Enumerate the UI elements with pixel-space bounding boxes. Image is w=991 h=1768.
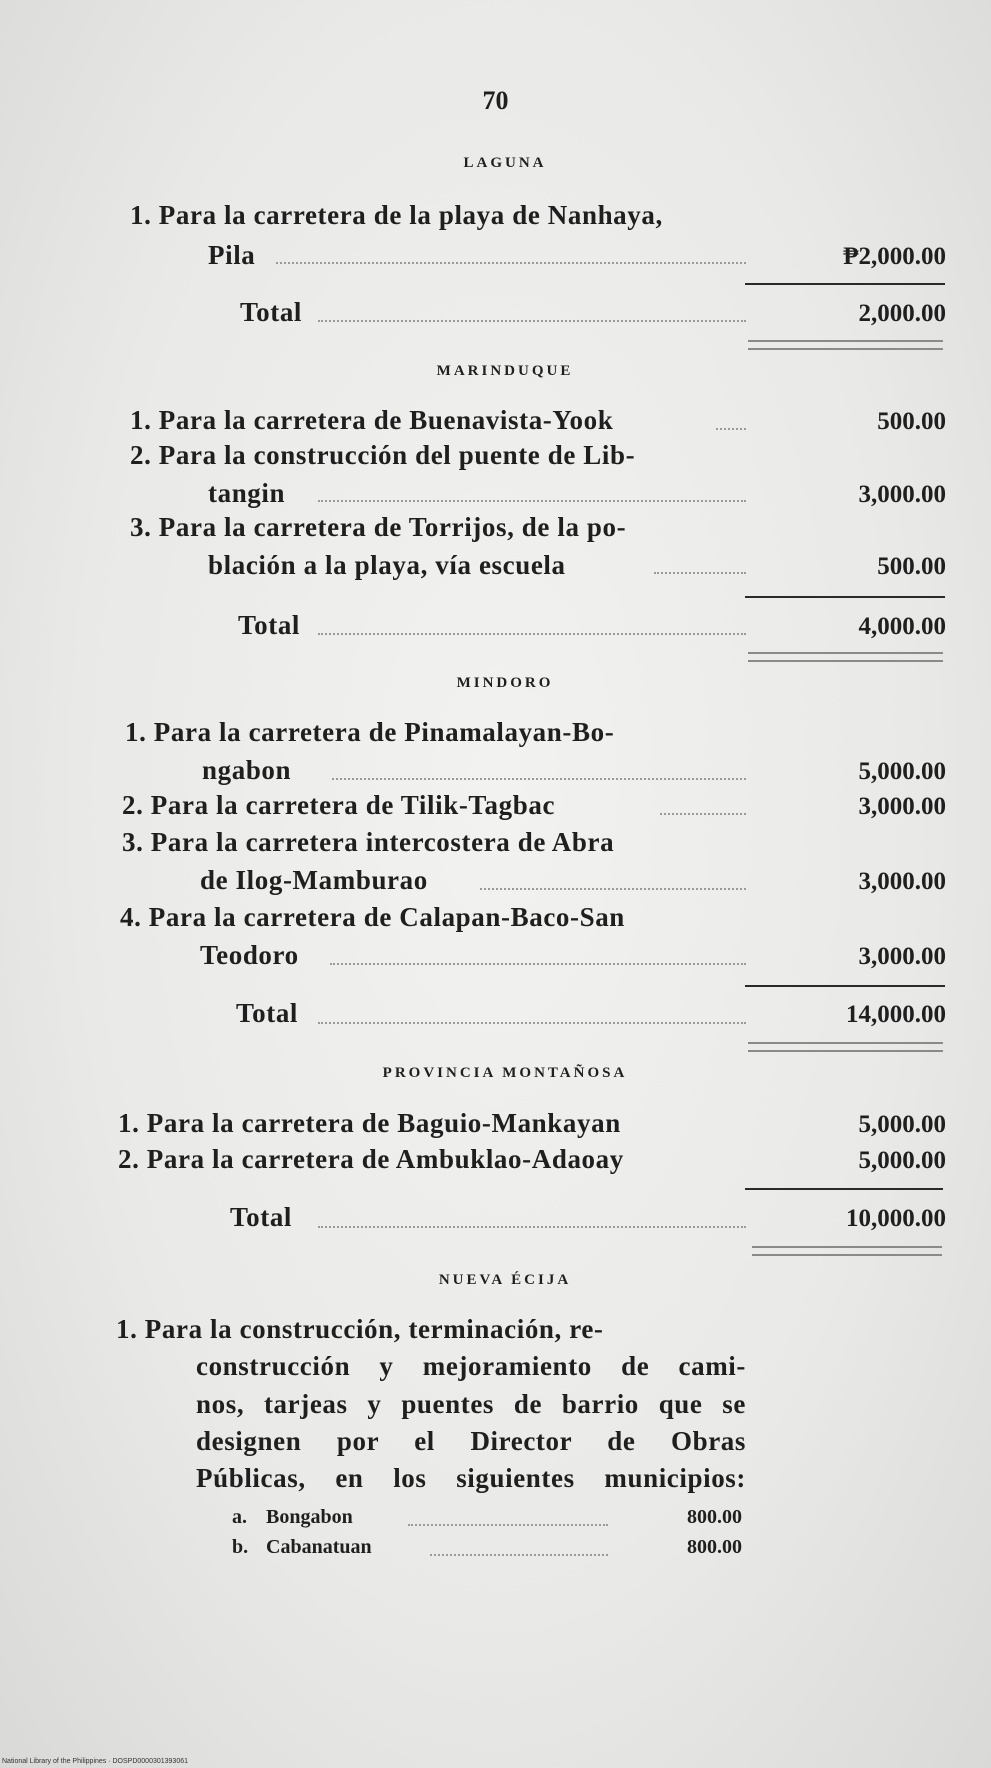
mindoro-item-1-line2: ngabon — [202, 755, 292, 785]
double-rule — [748, 652, 943, 662]
sum-rule — [745, 1188, 943, 1190]
double-rule — [748, 1042, 943, 1052]
marinduque-item-3-amount: 500.00 — [877, 553, 946, 580]
mindoro-item-3-line1: 3. Para la carretera intercostera de Abra — [122, 827, 615, 857]
marinduque-item-1-amount: 500.00 — [877, 408, 946, 435]
laguna-item-1-line1: 1. Para la carretera de la playa de Nanhaya, — [130, 200, 663, 230]
nueva-ecija-item-1-line2: construcción y mejoramiento de cami- — [196, 1351, 746, 1381]
marinduque-item-2-line1: 2. Para la construcción del puente de Lib- — [130, 440, 636, 470]
leader-dots — [318, 500, 746, 502]
mindoro-item-4-amount: 3,000.00 — [858, 943, 946, 970]
leader-dots — [318, 1022, 746, 1024]
laguna-item-1-amount: ₱2,000.00 — [843, 243, 946, 270]
marinduque-item-2-amount: 3,000.00 — [858, 481, 946, 508]
marinduque-item-3-line2: blación a la playa, vía escuela — [208, 550, 566, 580]
sum-rule — [745, 283, 945, 285]
mindoro-total-label: Total — [236, 998, 299, 1028]
leader-dots — [318, 320, 746, 322]
leader-dots — [318, 1226, 746, 1228]
subitem-letter: a. — [232, 1506, 247, 1528]
leader-dots — [716, 428, 746, 430]
montanosa-total-label: Total — [230, 1202, 293, 1232]
section-heading-mindoro: MINDORO — [456, 675, 554, 691]
mindoro-item-2-amount: 3,000.00 — [858, 793, 946, 820]
marinduque-item-2-line2: tangin — [208, 478, 286, 508]
leader-dots — [654, 572, 746, 574]
nueva-ecija-item-1-line5: Públicas, en los siguientes municipios: — [196, 1463, 746, 1493]
section-heading-montanosa: PROVINCIA MONTAÑOSA — [382, 1065, 628, 1081]
leader-dots — [276, 262, 746, 264]
section-heading-nueva-ecija: NUEVA ÉCIJA — [438, 1272, 572, 1288]
subitem-name: Bongabon — [266, 1506, 353, 1528]
nueva-ecija-item-1-line4: designen por el Director de Obras — [196, 1426, 746, 1456]
nueva-ecija-item-1-line3: nos, tarjeas y puentes de barrio que se — [196, 1389, 746, 1419]
montanosa-item-2-amount: 5,000.00 — [858, 1147, 946, 1174]
marinduque-item-3-line1: 3. Para la carretera de Torrijos, de la po- — [130, 512, 627, 542]
double-rule — [752, 1246, 942, 1256]
leader-dots — [408, 1524, 608, 1526]
double-rule — [748, 340, 943, 350]
mindoro-item-2-line1: 2. Para la carretera de Tilik-Tagbac — [122, 790, 556, 820]
laguna-total: 2,000.00 — [858, 300, 946, 327]
marinduque-total: 4,000.00 — [858, 613, 946, 640]
mindoro-item-3-line2: de Ilog-Mamburao — [200, 865, 428, 895]
marinduque-item-1-line1: 1. Para la carretera de Buenavista-Yook — [130, 405, 614, 435]
mindoro-total: 14,000.00 — [846, 1001, 946, 1028]
subitem-amount: 800.00 — [687, 1536, 742, 1558]
mindoro-item-3-amount: 3,000.00 — [858, 868, 946, 895]
footer-credit: National Library of the Philippines · DOSPD0000301393061 — [2, 1758, 189, 1765]
mindoro-item-1-amount: 5,000.00 — [858, 758, 946, 785]
leader-dots — [660, 813, 746, 815]
montanosa-item-1-amount: 5,000.00 — [858, 1111, 946, 1138]
leader-dots — [330, 963, 746, 965]
laguna-item-1-line2: Pila — [208, 240, 256, 270]
sum-rule — [745, 985, 945, 987]
section-heading-laguna: LAGUNA — [463, 155, 547, 171]
leader-dots — [332, 778, 746, 780]
leader-dots — [480, 888, 746, 890]
laguna-total-label: Total — [240, 297, 303, 327]
marinduque-total-label: Total — [238, 610, 301, 640]
mindoro-item-4-line2: Teodoro — [200, 940, 299, 970]
page-number: 70 — [482, 86, 509, 115]
mindoro-item-4-line1: 4. Para la carretera de Calapan-Baco-San — [120, 902, 625, 932]
montanosa-total: 10,000.00 — [846, 1205, 946, 1232]
sum-rule — [745, 596, 945, 598]
subitem-amount: 800.00 — [687, 1506, 742, 1528]
subitem-letter: b. — [232, 1536, 249, 1558]
subitem-name: Cabanatuan — [266, 1536, 372, 1558]
mindoro-item-1-line1: 1. Para la carretera de Pinamalayan-Bo- — [125, 717, 615, 747]
nueva-ecija-item-1-line1: 1. Para la construcción, terminación, re- — [116, 1314, 604, 1344]
leader-dots — [318, 633, 746, 635]
montanosa-item-2-line1: 2. Para la carretera de Ambuklao-Adaoay — [118, 1144, 624, 1174]
section-heading-marinduque: MARINDUQUE — [436, 363, 574, 379]
leader-dots — [430, 1554, 608, 1556]
montanosa-item-1-line1: 1. Para la carretera de Baguio-Mankayan — [118, 1108, 621, 1138]
